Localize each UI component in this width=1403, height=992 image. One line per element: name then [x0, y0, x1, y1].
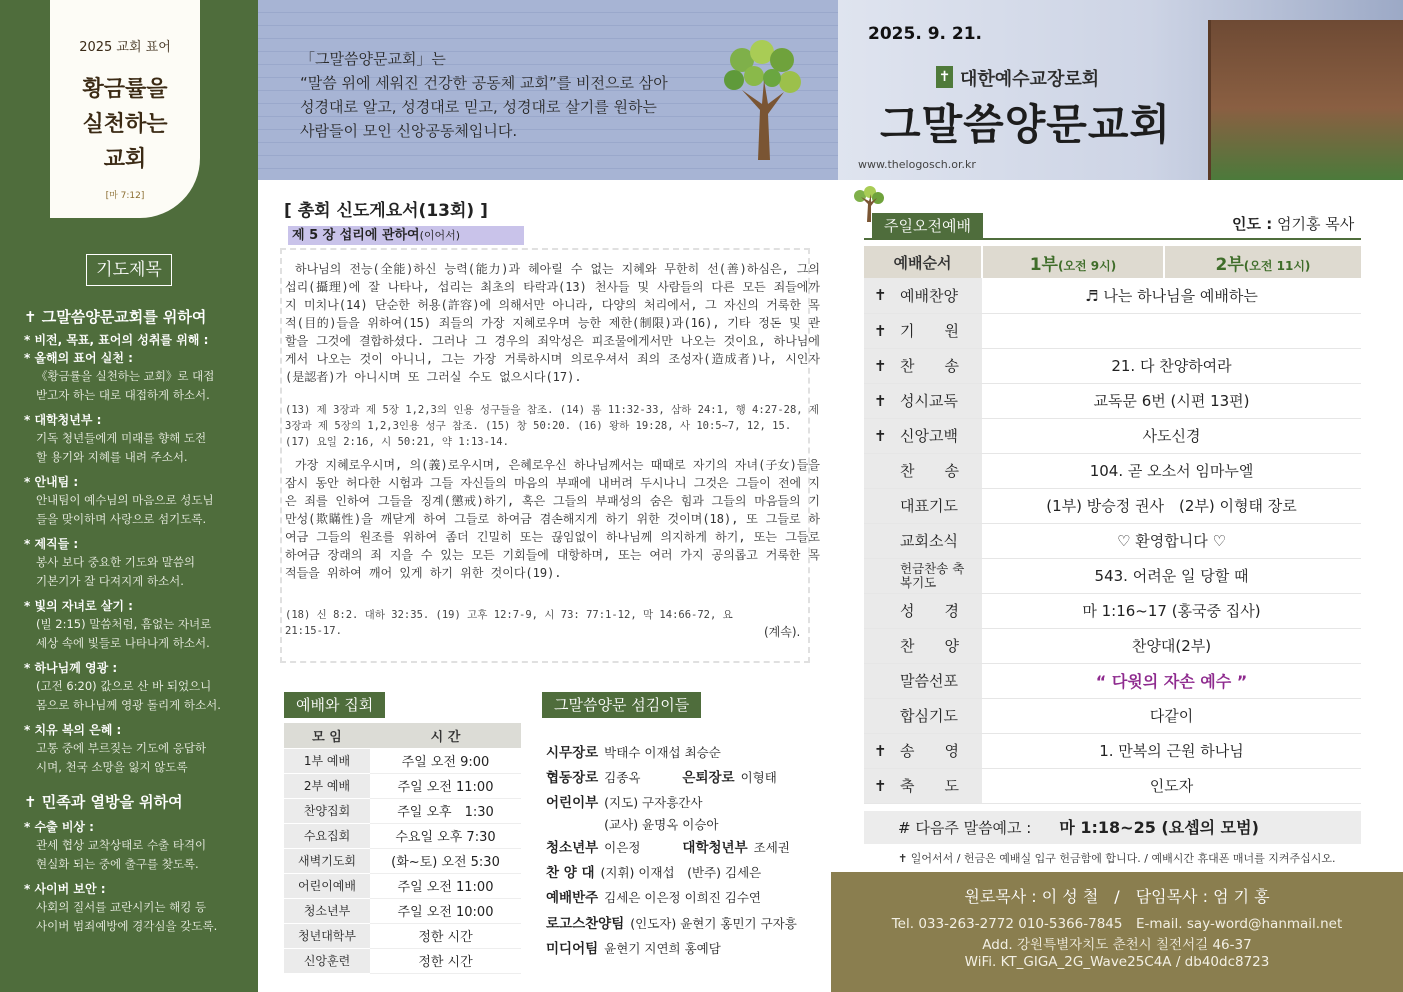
minister-role: 청소년부 — [546, 840, 599, 856]
prayer-section-title: ✝ 민족과 열방을 위하여 — [24, 793, 183, 811]
service-time: 정한 시간 — [370, 923, 521, 948]
worship-order-row — [864, 313, 1361, 348]
stand-cross-icon: ✝ — [874, 426, 887, 445]
worship-order-row — [864, 663, 1361, 698]
worship-order-row — [864, 768, 1361, 803]
worship-order-row — [864, 698, 1361, 733]
minister-role: 협동장로 — [546, 770, 599, 786]
col-time: 시 간 — [370, 723, 521, 748]
service-time: 주일 오전 10:00 — [370, 898, 521, 923]
stand-cross-icon: ✝ — [874, 356, 887, 375]
order-item-name: 교회소식 — [864, 523, 982, 558]
worship-order-row — [864, 523, 1361, 558]
service-row — [284, 923, 521, 948]
prayer-item-text: 몸으로 하나님께 영광 돌리게 하소서. — [36, 698, 221, 712]
order-item-value: 다같이 — [982, 698, 1361, 733]
order-item-value: “ 다윗의 자손 예수 ” — [982, 663, 1361, 698]
minister-role: 로고스찬양팀 — [546, 916, 625, 932]
prayer-item-text: (빌 2:15) 말씀처럼, 흠없는 자녀로 — [36, 617, 212, 631]
prayer-item-text: 안내팀이 예수님의 마음으로 성도님 — [36, 493, 214, 507]
service-name: 수요집회 — [284, 823, 370, 848]
next-week-preview: # 다음주 말씀예고 : 마 1:18~25 (요셉의 모범) — [864, 811, 1361, 844]
creed-paragraph-1: 하나님의 전능(全能)하신 능력(能力)과 헤아릴 수 없는 지혜와 무한히 선(善)하심은, 그의 섭리(攝理)에 잘 나타나, 섭리는 최초의 타락과(13) 천사들 및 사람들의 다른 모든 죄들에까지 미치나(14) 단순한 허용(許容)에 의해서만 아니라, 다양의 처리에서, 그 자신의 거룩한 목적(目的)들을 위하여(15) 죄들의 가장 지혜로우며 능한 제한(制限)과(16), 기타 정돈 및 관할을 그것에 결합하셨다. 그러나 그 경우의 죄악성은 피조물에게서만 나오는 것이요, 하나님에게서 나오는 것이 아니니, 그는 가장 거룩하시며 의로우셔서 죄의 조성자(造成者)나, 시인자(是認者)가 아니시며 또 그러실 수도 없으시다(17). — [285, 262, 820, 384]
minister-names: (지휘) 이재섭 (반주) 김세은 — [600, 865, 762, 880]
pastors: 원로목사 : 이 성 철 / 담임목사 : 엄 기 홍 — [964, 887, 1270, 906]
minister-names: 김종옥 — [604, 770, 641, 785]
service-name: 1부 예배 — [284, 748, 370, 773]
service-time: 주일 오전 11:00 — [370, 873, 521, 898]
worship-order-table — [864, 246, 1361, 804]
prayer-item-head: * 빛의 자녀로 살기 : — [24, 599, 133, 613]
prayer-section-title: ✝ 그말씀양문교회를 위하여 — [24, 308, 207, 326]
minister-role: 예배반주 — [546, 890, 599, 906]
minister-role: 대학청년부 — [682, 840, 748, 856]
order-item-name: ✝ 성시교독 — [864, 383, 982, 418]
prayer-heading: 기도제목 — [86, 254, 172, 286]
minister-names: 박태수 이재섭 최승순 — [604, 745, 721, 760]
church-name: 그말씀양문교회 — [880, 100, 1172, 149]
order-item-name: ✝ 축 도 — [864, 768, 982, 803]
prayer-item-text: (고전 6:20) 값으로 산 바 되었으니 — [36, 679, 212, 693]
worship-leader: 인도 : 엄기홍 목사 — [1232, 215, 1355, 233]
prayer-item-text: 봉사 보다 중요한 기도와 말씀의 — [36, 555, 196, 569]
contact-wifi: WiFi. KT_GIGA_2G_Wave25C4A / db40dc8723 — [964, 954, 1270, 970]
order-item-name: ✝ 찬 송 — [864, 348, 982, 383]
service-time: 수요일 오후 7:30 — [370, 823, 521, 848]
minister-line — [546, 741, 721, 761]
service-row — [284, 873, 521, 898]
prayer-item-text: 들을 맞이하며 사랑으로 섬기도록. — [36, 512, 207, 526]
service-row — [284, 748, 521, 773]
order-item-value: 104. 곧 오소서 임마누엘 — [982, 453, 1361, 488]
col-second-service: 2부(오전 11시) — [1164, 246, 1361, 278]
prayer-item-text: 관세 협상 교착상태로 수출 타격이 — [36, 838, 207, 852]
prayer-item-text: 세상 속에 빛들로 나타나게 하소서. — [36, 636, 210, 650]
services-tag: 예배와 집회 — [284, 692, 385, 718]
service-row — [284, 773, 521, 798]
minister-names: (인도자) 윤현기 홍민기 구자흥 — [630, 916, 797, 931]
order-item-value: 인도자 — [982, 768, 1361, 803]
service-name: 신앙훈련 — [284, 948, 370, 973]
prayer-list — [24, 306, 254, 936]
cross-logo-icon: ✝ — [936, 66, 953, 88]
motto-text: 황금률을 실천하는 교회 — [82, 76, 168, 172]
service-row — [284, 948, 521, 973]
worship-order-row — [864, 558, 1361, 593]
prayer-item-text: 시며, 천국 소망을 잃지 않도록 — [36, 760, 188, 774]
creed-footnote-2: (18) 신 8:2. 대하 32:35. (19) 고후 12:7-9, 시 73: 77:1-12, 막 14:66-72, 요 21:15-17. — [285, 609, 733, 637]
motto-reference: [마 7:12] — [105, 191, 145, 201]
minister-line — [546, 861, 761, 881]
prayer-item-text: 현실화 되는 중에 출구를 찾도록. — [36, 857, 199, 871]
contact-tel: Tel. 033-263-2772 010-5366-7845 E-mail. say-word@hanmail.net — [891, 916, 1343, 932]
service-time: 주일 오후 1:30 — [370, 798, 521, 823]
order-item-name: ✝ 송 영 — [864, 733, 982, 768]
prayer-item-text: 받고자 하는 대로 대접하게 하소서. — [36, 388, 210, 402]
minister-names: 이은정 — [604, 840, 641, 855]
minister-role: 은퇴장로 — [682, 770, 735, 786]
worship-order-row — [864, 278, 1361, 313]
motto-year: 2025 교회 표어 — [79, 40, 171, 55]
minister-role: 미디어팀 — [546, 941, 599, 957]
worship-order-row — [864, 488, 1361, 523]
minister-role: 시무장로 — [546, 745, 599, 761]
order-item-name: 헌금찬송 축복기도 — [864, 558, 982, 593]
minister-line — [546, 912, 797, 932]
worship-order-row — [864, 453, 1361, 488]
order-item-value: ♡ 환영합니다 ♡ — [982, 523, 1361, 558]
service-time: (화~토) 오전 5:30 — [370, 848, 521, 873]
contact-box — [831, 872, 1403, 992]
church-building-image — [1208, 20, 1403, 180]
creed-title: [ 총회 신도게요서(13회) ] — [284, 201, 488, 221]
minister-line — [546, 791, 702, 811]
prayer-item-head: * 올해의 표어 실천 : — [24, 351, 133, 365]
order-item-value: 찬양대(2부) — [982, 628, 1361, 663]
order-item-name: 합심기도 — [864, 698, 982, 733]
prayer-item-text: 사이버 범죄예방에 경각심을 갖도록. — [36, 919, 218, 933]
order-item-value: 사도신경 — [982, 418, 1361, 453]
small-tree-icon — [850, 186, 886, 222]
prayer-item-head: * 수출 비상 : — [24, 820, 94, 834]
order-item-name: ✝ 신앙고백 — [864, 418, 982, 453]
worship-order-row — [864, 628, 1361, 663]
minister-names: 이형태 — [740, 770, 777, 785]
col-order: 예배순서 — [864, 246, 982, 278]
order-item-value: 1. 만복의 근원 하나님 — [982, 733, 1361, 768]
order-item-name: 성 경 — [864, 593, 982, 628]
order-item-name: ✝ 기 원 — [864, 313, 982, 348]
prayer-item-text: 기독 청년들에게 미래를 향해 도전 — [36, 431, 207, 445]
service-time: 정한 시간 — [370, 948, 521, 973]
stand-cross-icon: ✝ — [874, 776, 887, 795]
prayer-item-head: * 비전, 목표, 표어의 성취를 위해 : — [24, 333, 209, 347]
service-name: 청소년부 — [284, 898, 370, 923]
service-row — [284, 848, 521, 873]
col-first-service: 1부(오전 9시) — [982, 246, 1164, 278]
minister-line — [546, 766, 777, 786]
service-name: 찬양집회 — [284, 798, 370, 823]
minister-line — [546, 813, 718, 833]
minister-names: 조세권 — [753, 840, 790, 855]
minister-names: (교사) 윤명옥 이승아 — [604, 817, 719, 832]
prayer-item-text: 기본기가 잘 다져지게 하소서. — [36, 574, 184, 588]
creed-chapter: 제 5 장 섭리에 관하여(이어서) — [288, 226, 524, 245]
order-item-value: ♬ 나는 하나님을 예배하는 — [982, 278, 1361, 313]
service-row — [284, 898, 521, 923]
vision-statement: 「그말씀양문교회」는 “말씀 위에 세워진 건강한 공동체 교회”를 비전으로 삼아 성경대로 알고, 성경대로 믿고, 성경대로 살기를 원하는 사람들이 모인 신앙공동체입니다. — [300, 50, 668, 140]
worship-order-row — [864, 593, 1361, 628]
service-times-table — [284, 723, 521, 974]
worship-order-row — [864, 418, 1361, 453]
minister-names: 윤현기 지연희 홍예담 — [604, 941, 721, 956]
prayer-item-head: * 치유 복의 은혜 : — [24, 723, 122, 737]
order-item-name: 찬 송 — [864, 453, 982, 488]
creed-paragraph-2: 가장 지혜로우시며, 의(義)로우시며, 은혜로우신 하나님께서는 때때로 자기의 자녀(子女)들을 잠시 동안 허다한 시험과 그들 자신들의 마음의 부패에 내버려 두시나니 그것은 그들이 전에 지은 죄를 인하여 그들을 징계(懲戒)하기, 혹은 그들의 부패성의 숨은 힘과 그들의 마음들의 기만성(欺瞞性)을 깨닫게 하여 그들로 하여금 겸손해지게 하기 위한 것이며(18), 또 그들로 하여금 그들의 원조를 위하여 좀더 긴밀히 또는 끊임없이 하나님께 의지하게 하기, 또는 그들로 하여금 장래의 죄 지을 수 있는 모든 기회들에 대항하며, 또는 여러 가지 공의롭고 거룩한 목적들을 위하여 깨어 있게 하기 위한 것이다(19). — [285, 458, 820, 580]
prayer-item-text: 할 용기와 지혜를 내려 주소서. — [36, 450, 188, 464]
order-item-value: 마 1:16~17 (홍국중 집사) — [982, 593, 1361, 628]
order-item-name: 찬 양 — [864, 628, 982, 663]
minister-line — [546, 937, 721, 957]
creed-footnote-1: (13) 제 3장과 제 5장 1,2,3의 인용 성구들을 참조. (14) 롬 11:32-33, 삼하 24:1, 행 4:27-28, 제 3장과 제 5장의 1,2,3인용 성구 참조. (15) 창 50:20. (16) 왕하 19:28, 사 10:5~7, 12, 15. (17) 요일 2:16, 시 50:21, 약 1:13-14. — [285, 404, 820, 448]
order-item-name: 대표기도 — [864, 488, 982, 523]
worship-tag: 주일오전예배 — [872, 213, 983, 239]
prayer-item-head: * 안내팀 : — [24, 475, 79, 489]
prayer-item-head: * 하나님께 영광 : — [24, 661, 118, 675]
order-item-value: 21. 다 찬양하여라 — [982, 348, 1361, 383]
worship-footnote: ✝ 일어서서 / 헌금은 예배실 입구 헌금함에 합니다. / 예배시간 휴대폰 매너를 지켜주십시오. — [898, 852, 1336, 865]
prayer-item-text: 고통 중에 부르짖는 기도에 응답하 — [36, 741, 207, 755]
order-item-name: 말씀선포 — [864, 663, 982, 698]
service-row — [284, 798, 521, 823]
stand-cross-icon: ✝ — [874, 391, 887, 410]
service-name: 어린이예배 — [284, 873, 370, 898]
bulletin-date: 2025. 9. 21. — [868, 24, 983, 44]
service-time: 주일 오전 9:00 — [370, 748, 521, 773]
order-item-value: (1부) 방승정 권사 (2부) 이형태 장로 — [982, 488, 1361, 523]
ministers-tag: 그말씀양문 섬김이들 — [542, 692, 701, 718]
denomination: 대한예수교장로회 — [960, 69, 1100, 90]
prayer-item-head: * 대학청년부 : — [24, 413, 102, 427]
worship-order-row — [864, 733, 1361, 768]
website-link[interactable]: www.thelogosch.or.kr — [858, 158, 976, 171]
minister-role: 어린이부 — [546, 795, 599, 811]
worship-divider — [864, 238, 1361, 240]
minister-names: (지도) 구자흥간사 — [604, 795, 703, 810]
stand-cross-icon: ✝ — [874, 286, 887, 305]
prayer-item-text: 《황금률을 실천하는 교회》로 대접 — [36, 369, 215, 383]
order-item-name: ✝ 예배찬양 — [864, 278, 982, 313]
minister-role: 찬 양 대 — [546, 865, 595, 881]
worship-order-row — [864, 383, 1361, 418]
prayer-item-head: * 제직들 : — [24, 537, 79, 551]
service-row — [284, 823, 521, 848]
service-time: 주일 오전 11:00 — [370, 773, 521, 798]
service-name: 청년대학부 — [284, 923, 370, 948]
tree-icon — [712, 38, 812, 166]
col-meeting: 모 임 — [284, 723, 370, 748]
prayer-item-text: 사회의 질서를 교란시키는 해킹 등 — [36, 900, 207, 914]
stand-cross-icon: ✝ — [874, 741, 887, 760]
minister-line — [546, 886, 761, 906]
prayer-item-head: * 사이버 보안 : — [24, 882, 106, 896]
creed-continued: (계속). — [764, 625, 801, 639]
worship-order-row — [864, 348, 1361, 383]
motto-card — [50, 0, 200, 218]
stand-cross-icon: ✝ — [874, 321, 887, 340]
order-item-value — [982, 313, 1361, 348]
service-name: 새벽기도회 — [284, 848, 370, 873]
minister-line — [546, 836, 790, 856]
service-name: 2부 예배 — [284, 773, 370, 798]
minister-names: 김세은 이은정 이희진 김수연 — [604, 890, 761, 905]
contact-address: Add. 강원특별자치도 춘천시 칠전서길 46-37 — [982, 937, 1252, 953]
order-item-value: 교독문 6번 (시편 13편) — [982, 383, 1361, 418]
order-item-value: 543. 어려운 일 당할 때 — [982, 558, 1361, 593]
